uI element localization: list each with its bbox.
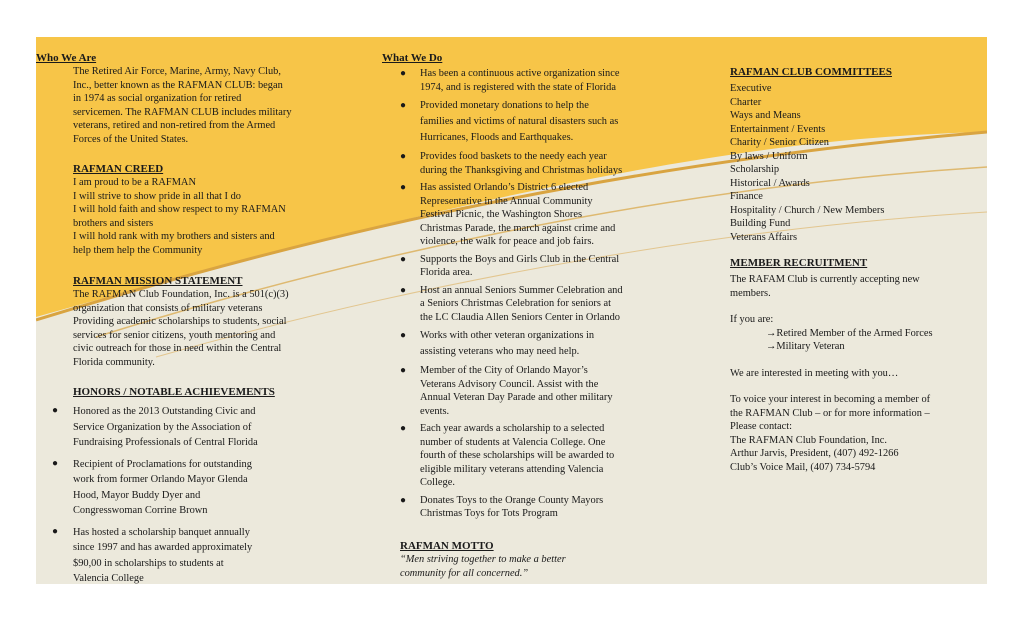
honors-line: Has hosted a scholarship banquet annually [73,526,250,538]
bullet-icon: ● [400,182,407,193]
list-item [382,253,662,280]
committee-item: Executive [730,83,772,94]
who-we-are-line: The Retired Air Force, Marine, Army, Navy Club, [73,66,281,77]
list-item [36,525,336,585]
honors-line: Fundraising Professionals of Central Florida [73,437,258,448]
what-we-do-line: Representative in the Annual Community [420,195,593,207]
what-we-do-line: Has been a continuous active organization since [420,68,620,79]
recruitment-heading: MEMBER RECRUITMENT [730,257,868,269]
recruitment-intro-line: The RAFAM Club is currently accepting new [730,274,920,285]
mission-line: services for senior citizens, youth mentoring and [73,329,276,341]
what-we-do-line: events. [420,405,450,417]
list-item [382,98,662,146]
bullet-icon: ● [400,68,407,79]
contact-line: The RAFMAN Club Foundation, Inc. [730,434,888,446]
list-item [382,328,662,360]
honors-line: $90,00 in scholarships to students at [73,557,224,569]
what-we-do-list [382,67,662,521]
committee-item: Entertainment / Events [730,123,826,135]
creed-line: help them help the Community [73,244,203,256]
committee-item: Ways and Means [730,110,801,121]
bullet-icon: ● [400,365,407,376]
contact-line: Arthur Jarvis, President, (407) 492-1266 [730,448,899,459]
committee-item: Scholarship [730,164,780,175]
what-we-do-line: violence, the walk for peace and job fairs. [420,236,594,247]
what-we-do-section [382,51,662,525]
honors-line: Service Organization by the Association of [73,421,252,433]
what-we-do-line: Donates Toys to the Orange County Mayors [420,494,604,506]
what-we-do-line: Annual Veteran Day Parade and other military [420,392,613,403]
list-item [36,404,336,451]
list-item [382,150,662,177]
creed-heading: RAFMAN CREED [73,163,164,175]
what-we-do-line: Veterans Advisory Council. Assist with the [420,378,599,390]
committee-item: Hospitality / Church / New Members [730,204,885,216]
contact-line: To voice your interest in becoming a member of [730,394,931,405]
honors-section [36,385,336,584]
bullet-icon: ● [400,423,407,434]
who-we-are-line: Forces of the United States. [73,133,189,145]
who-we-are-line: in 1974 as social organization for retired [73,93,242,104]
who-we-are-line: Inc., better known as the RAFMAN CLUB: began [73,79,283,91]
committee-item: Veterans Affairs [730,231,798,243]
if-you-are-label: If you are: [730,314,774,325]
interest-text: We are interested in meeting with you… [730,367,899,379]
what-we-do-line: Christmas Toys for Tots Program [420,508,558,519]
what-we-do-line: fourth of these scholarships will be awarded to [420,450,615,461]
creed-line: I am proud to be a RAFMAN [73,177,196,188]
committee-item: Charity / Senior Citizen [730,137,829,148]
honors-line: Honored as the 2013 Outstanding Civic and [73,406,256,417]
creed-line: I will strive to show pride in all that I do [73,190,241,202]
honors-heading: HONORS / NOTABLE ACHIEVEMENTS [73,386,275,398]
committee-item: Historical / Awards [730,177,810,189]
honors-line: work from former Orlando Mayor Glenda [73,474,248,485]
who-we-are-line: servicemen. The RAFMAN CLUB includes military [73,106,292,118]
what-we-do-line: Provides food baskets to the needy each year [420,151,607,162]
recruitment-option: →Retired Member of the Armed Forces [766,327,933,339]
what-we-do-line: Member of the City of Orlando Mayor’s [420,365,588,376]
what-we-do-line: Supports the Boys and Girls Club in the Central [420,253,620,265]
what-we-do-line: number of students at Valencia College. One [420,436,606,448]
what-we-do-line: Florida area. [420,267,473,278]
bullet-icon: ● [400,494,407,506]
brochure-page [36,37,987,584]
creed-line: I will hold rank with my brothers and sisters and [73,231,275,242]
what-we-do-line: Christmas Parade, the march against crime and [420,222,616,234]
what-we-do-line: 1974, and is registered with the state of Florida [420,81,616,93]
committee-item: By laws / Uniform [730,150,808,162]
what-we-do-line: Festival Picnic, the Washington Shores [420,209,583,220]
what-we-do-heading: What We Do [382,52,443,64]
who-we-are-section [36,51,336,146]
what-we-do-line: during the Thanksgiving and Christmas holidays [420,164,623,176]
mission-line: organization that consists of military veterans [73,302,263,314]
recruitment-intro-line: members. [730,287,771,299]
what-we-do-line: the LC Claudia Allen Seniors Center in Orlando [420,311,620,323]
motto-heading: RAFMAN MOTTO [400,540,494,552]
contact-line: Please contact: [730,421,793,432]
mission-heading: RAFMAN MISSION STATEMENT [73,275,243,287]
contact-line: Club’s Voice Mail, (407) 734-5794 [730,461,876,473]
motto-line: community for all concerned.” [400,567,529,579]
list-item [36,457,336,519]
bullet-icon: ● [52,405,59,416]
what-we-do-line: Hurricanes, Floods and Earthquakes. [420,132,574,143]
honors-line: Hood, Mayor Buddy Dyer and [73,489,201,501]
honors-line: Valencia College [73,573,144,584]
what-we-do-line: Works with other veteran organizations in [420,330,595,341]
what-we-do-line: Has assisted Orlando’s District 6 elected [420,182,589,193]
honors-line: Recipient of Proclamations for outstanding [73,458,252,470]
recruitment-option: →Military Veteran [766,341,845,352]
what-we-do-line: Host an annual Seniors Summer Celebration and [420,284,623,296]
honors-list [36,404,336,584]
who-we-are-body [36,65,336,146]
list-item [382,364,662,418]
bullet-icon: ● [400,100,407,111]
mission-line: civic outreach for those in need within the Central [73,343,282,354]
bullet-icon: ● [52,525,59,537]
committee-item: Building Fund [730,218,791,229]
contact-line: the RAFMAN Club – or for more information – [730,407,930,419]
what-we-do-line: College. [420,477,455,488]
list-item [382,181,662,249]
motto-line: “Men striving together to make a better [400,554,566,565]
mission-line: Florida community. [73,356,155,368]
bullet-icon: ● [400,253,407,265]
mission-line: Providing academic scholarships to students, social [73,316,287,327]
bullet-icon: ● [52,457,59,469]
bullet-icon: ● [400,151,407,162]
bullet-icon: ● [400,330,407,341]
committees-section [730,65,980,244]
mission-line: The RAFMAN Club Foundation, Inc. is a 501(c)(3) [73,289,289,300]
creed-line: brothers and sisters [73,217,154,229]
who-we-are-line: veterans, retired and non-retired from the Armed [73,120,276,131]
list-item [382,494,662,521]
what-we-do-line: a Seniors Christmas Celebration for seniors at [420,298,612,309]
what-we-do-line: assisting veterans who may need help. [420,346,580,357]
creed-section [36,162,343,257]
bullet-icon: ● [400,284,407,296]
honors-line: Congresswoman Corrine Brown [73,505,208,516]
committee-item: Finance [730,191,763,202]
recruitment-section [730,256,980,474]
motto-section [382,539,662,580]
honors-line: since 1997 and has awarded approximately [73,542,253,553]
who-we-are-heading: Who We Are [36,52,97,64]
what-we-do-line: eligible military veterans attending Valencia [420,463,604,475]
what-we-do-line: families and victims of natural disasters such as [420,116,619,127]
list-item [382,284,662,325]
list-item [382,67,662,94]
committee-item: Charter [730,96,762,108]
list-item [382,422,662,490]
what-we-do-line: Provided monetary donations to help the [420,100,589,111]
mission-section [36,274,343,369]
what-we-do-line: Each year awards a scholarship to a selected [420,423,605,434]
committees-heading: RAFMAN CLUB COMMITTEES [730,66,892,78]
creed-line: I will hold faith and show respect to my RAFMAN [73,204,286,215]
